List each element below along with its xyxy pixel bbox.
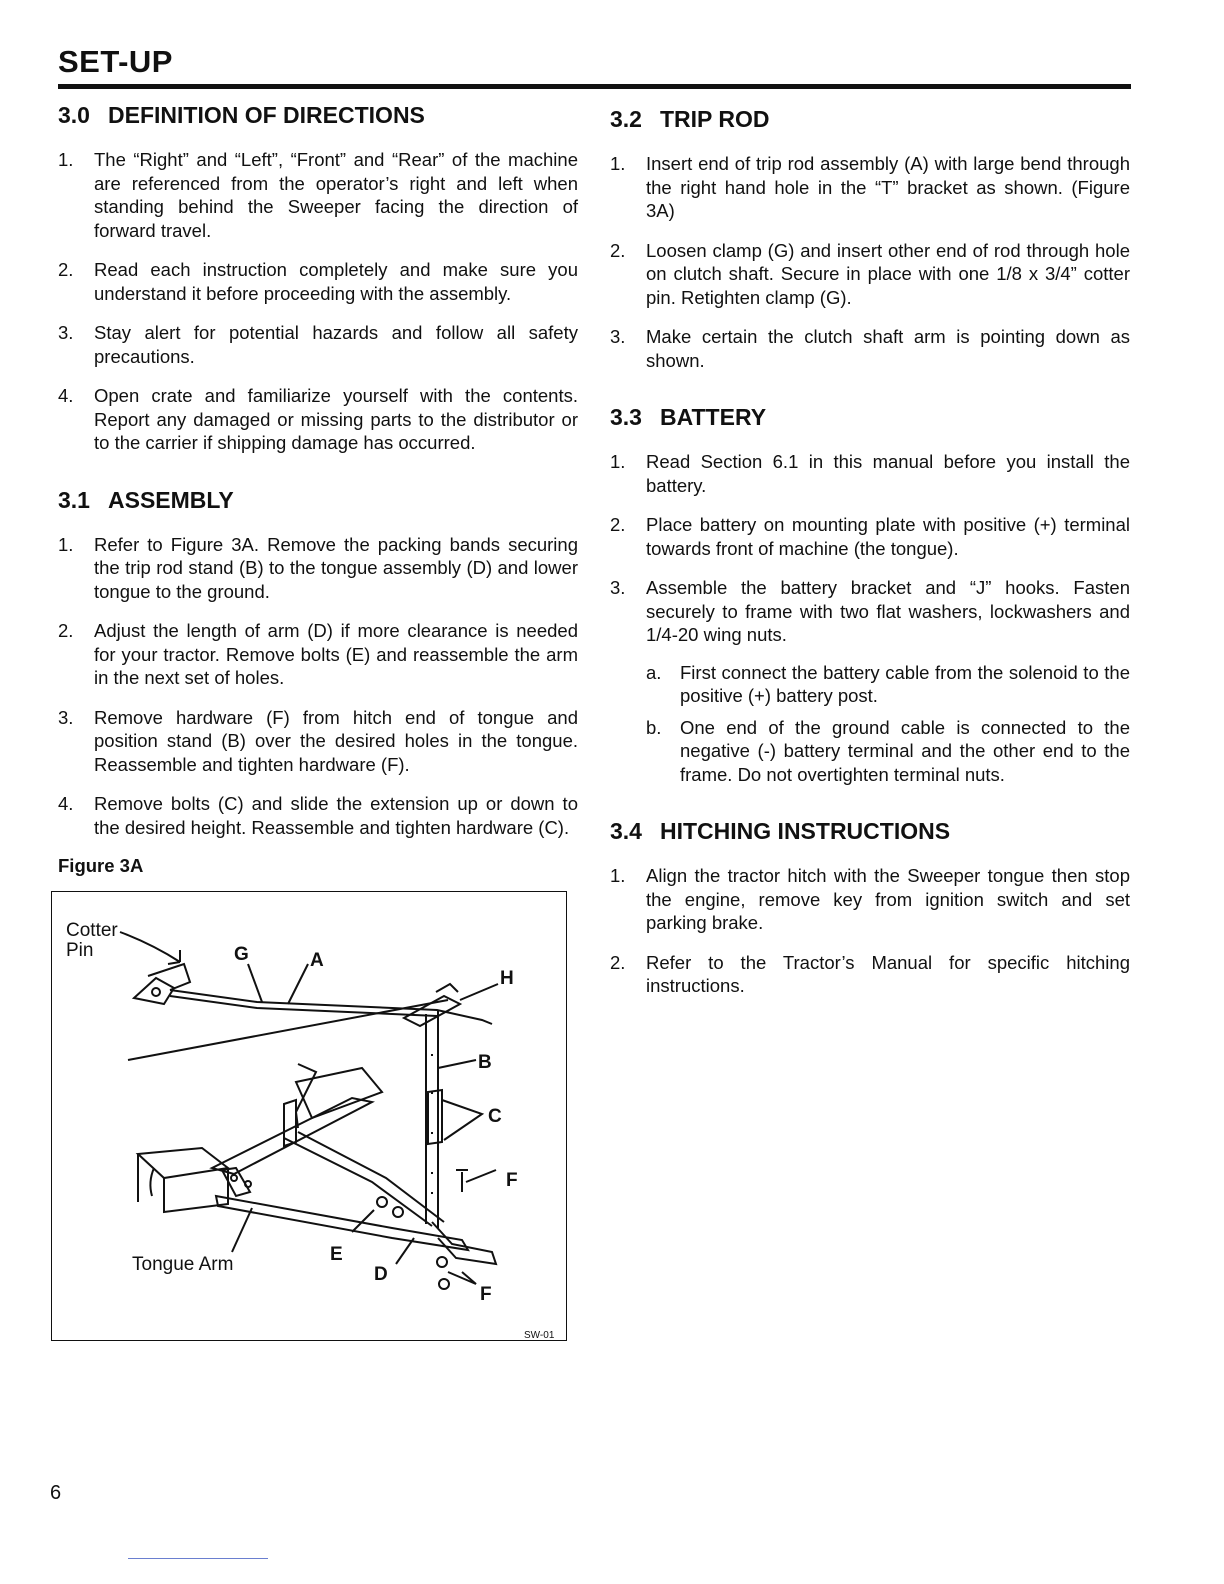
bracket-hole [245,1181,251,1187]
section-3-0-list [58,148,578,455]
list-item: 1. Insert end of trip rod assembly (A) with large bend through the right hand hole in the “T” bracket as shown. (Figure 3A) [610,153,1130,221]
list-item: 2. Loosen clamp (G) and insert other end of rod through hole on clutch shaft. Secure in place with one 1/8 x 3/4” cotter pin. Retighten clamp (G). [610,239,1130,308]
list-item: 1. The “Right” and “Left”, “Front” and “Rear” of the machine are referenced from the operator’s right and left when standing behind the Sweeper facing the direction of forward travel. [58,149,578,241]
section-3-1-list [58,533,578,840]
f-lower-leader [448,1272,476,1284]
section-3-2-list [610,152,1130,372]
label-e: E [330,1244,343,1265]
tongue-arm-leader [232,1208,252,1252]
rear-beam-sides [138,1154,228,1212]
list-item: 3. Make certain the clutch shaft arm is pointing down as shown. [610,326,1130,371]
section-3-0-heading: 3.0 DEFINITION OF DIRECTIONS [58,102,425,128]
list-item: 3. Assemble the battery bracket and “J” hooks. Fasten securely to frame with two flat washers, lockwashers and 1/4-20 wing nuts. a. First connect the battery cable from the solenoid to the positive (+) battery post. b. One end of the ground cable is connected to the negative (-) battery terminal and the other end to the frame. Do not overtighten terminal nuts. [610,577,1130,785]
list-item: 1. Refer to Figure 3A. Remove the packing bands securing the trip rod stand (B) to the tongue assembly (D) and lower tongue to the ground. [58,533,578,602]
lower-nut [437,1257,447,1267]
rear-beam-break [150,1168,154,1196]
section-3-2-heading: 3.2 TRIP ROD [610,106,770,132]
cotter-pin-label-line1: Cotter [66,920,118,941]
list-item: 3. Stay alert for potential hazards and follow all safety precautions. [58,322,578,367]
tongue-arm [216,1196,468,1250]
tongue-arm-label: Tongue Arm [132,1254,234,1275]
label-d: D [374,1264,388,1285]
cotter-pin-leader [120,932,180,962]
footer-rule [128,1558,268,1559]
list-item: 2. Place battery on mounting plate with positive (+) terminal towards front of machine (the tongue). [610,514,1130,559]
sub-list-item: b. One end of the ground cable is connected to the negative (-) battery terminal and the other end to the frame. Do not overtighten terminal nuts. [646,716,1130,785]
trip-rod-diagram [52,892,568,1342]
section-3-3-heading: 3.3 BATTERY [610,404,767,430]
stand-extension [428,1090,442,1144]
right-column [610,100,1130,1014]
label-f-upper: F [506,1170,518,1191]
t-bracket-tab [436,984,458,992]
page-title: SET-UP [58,44,1131,89]
lower-washer [439,1279,449,1289]
cotter-pin-arrowhead [168,950,180,964]
b-leader [438,1060,476,1068]
h-leader [460,984,498,1000]
figure-label: Figure 3A [58,855,144,876]
a-leader [288,964,308,1004]
page-number: 6 [50,1482,62,1504]
section-3-3-list [610,450,1130,786]
sub-list-item: a. First connect the battery cable from the solenoid to the positive (+) battery post. [646,661,1130,706]
c-leader [442,1100,482,1140]
bracket-hole [231,1175,237,1181]
battery-sublist [646,661,1130,787]
list-item: 4. Remove bolts (C) and slide the extension up or down to the desired height. Reassemble and tighten hardware (C). [58,793,578,838]
list-item: 3. Remove hardware (F) from hitch end of tongue and position stand (B) over the desired holes in the tongue. Reassemble and tighten hardware (F). [58,706,578,775]
d-leader [396,1238,414,1264]
label-c: C [488,1106,502,1127]
tongue-bolt [393,1207,403,1217]
label-f-lower: F [480,1284,492,1305]
list-item: 4. Open crate and familiarize yourself with the contents. Report any damaged or missing parts to the distributor or to the carrier if shipping damage has occurred. [58,385,578,453]
left-column [58,100,578,1341]
label-h: H [500,968,514,989]
label-b: B [478,1052,492,1073]
clamp-bolt [152,988,160,996]
label-g: G [234,944,249,965]
cotter-pin-label-line2: Pin [66,940,94,961]
section-3-4-list [610,864,1130,998]
tongue-bolt [377,1197,387,1207]
label-a: A [310,950,324,971]
list-item: 2. Refer to the Tractor’s Manual for specific hitching instructions. [610,951,1130,996]
section-3-1-heading: 3.1 ASSEMBLY [58,486,234,513]
figure-3a [51,891,567,1341]
section-3-4-heading: 3.4 HITCHING INSTRUCTIONS [610,818,951,844]
figure-code: SW-01 [524,1330,555,1341]
list-item: 2. Adjust the length of arm (D) if more clearance is needed for your tractor. Remove bolts (E) and reassemble the arm in the next set of holes. [58,620,578,688]
upper-beam [296,1068,382,1118]
clamp-body [134,978,174,1004]
list-item: 1. Align the tractor hitch with the Sweeper tongue then stop the engine, remove key from ignition switch and set parking brake. [610,865,1130,933]
t-bracket [404,996,460,1026]
list-item: 2. Read each instruction completely and make sure you understand it before proceeding with the assembly. [58,259,578,304]
trip-rod-edge [170,996,437,1016]
f-upper-leader [466,1170,496,1182]
list-item: 1. Read Section 6.1 in this manual before you install the battery. [610,451,1130,496]
g-leader [248,964,262,1002]
diagonal-beam [212,1098,372,1174]
